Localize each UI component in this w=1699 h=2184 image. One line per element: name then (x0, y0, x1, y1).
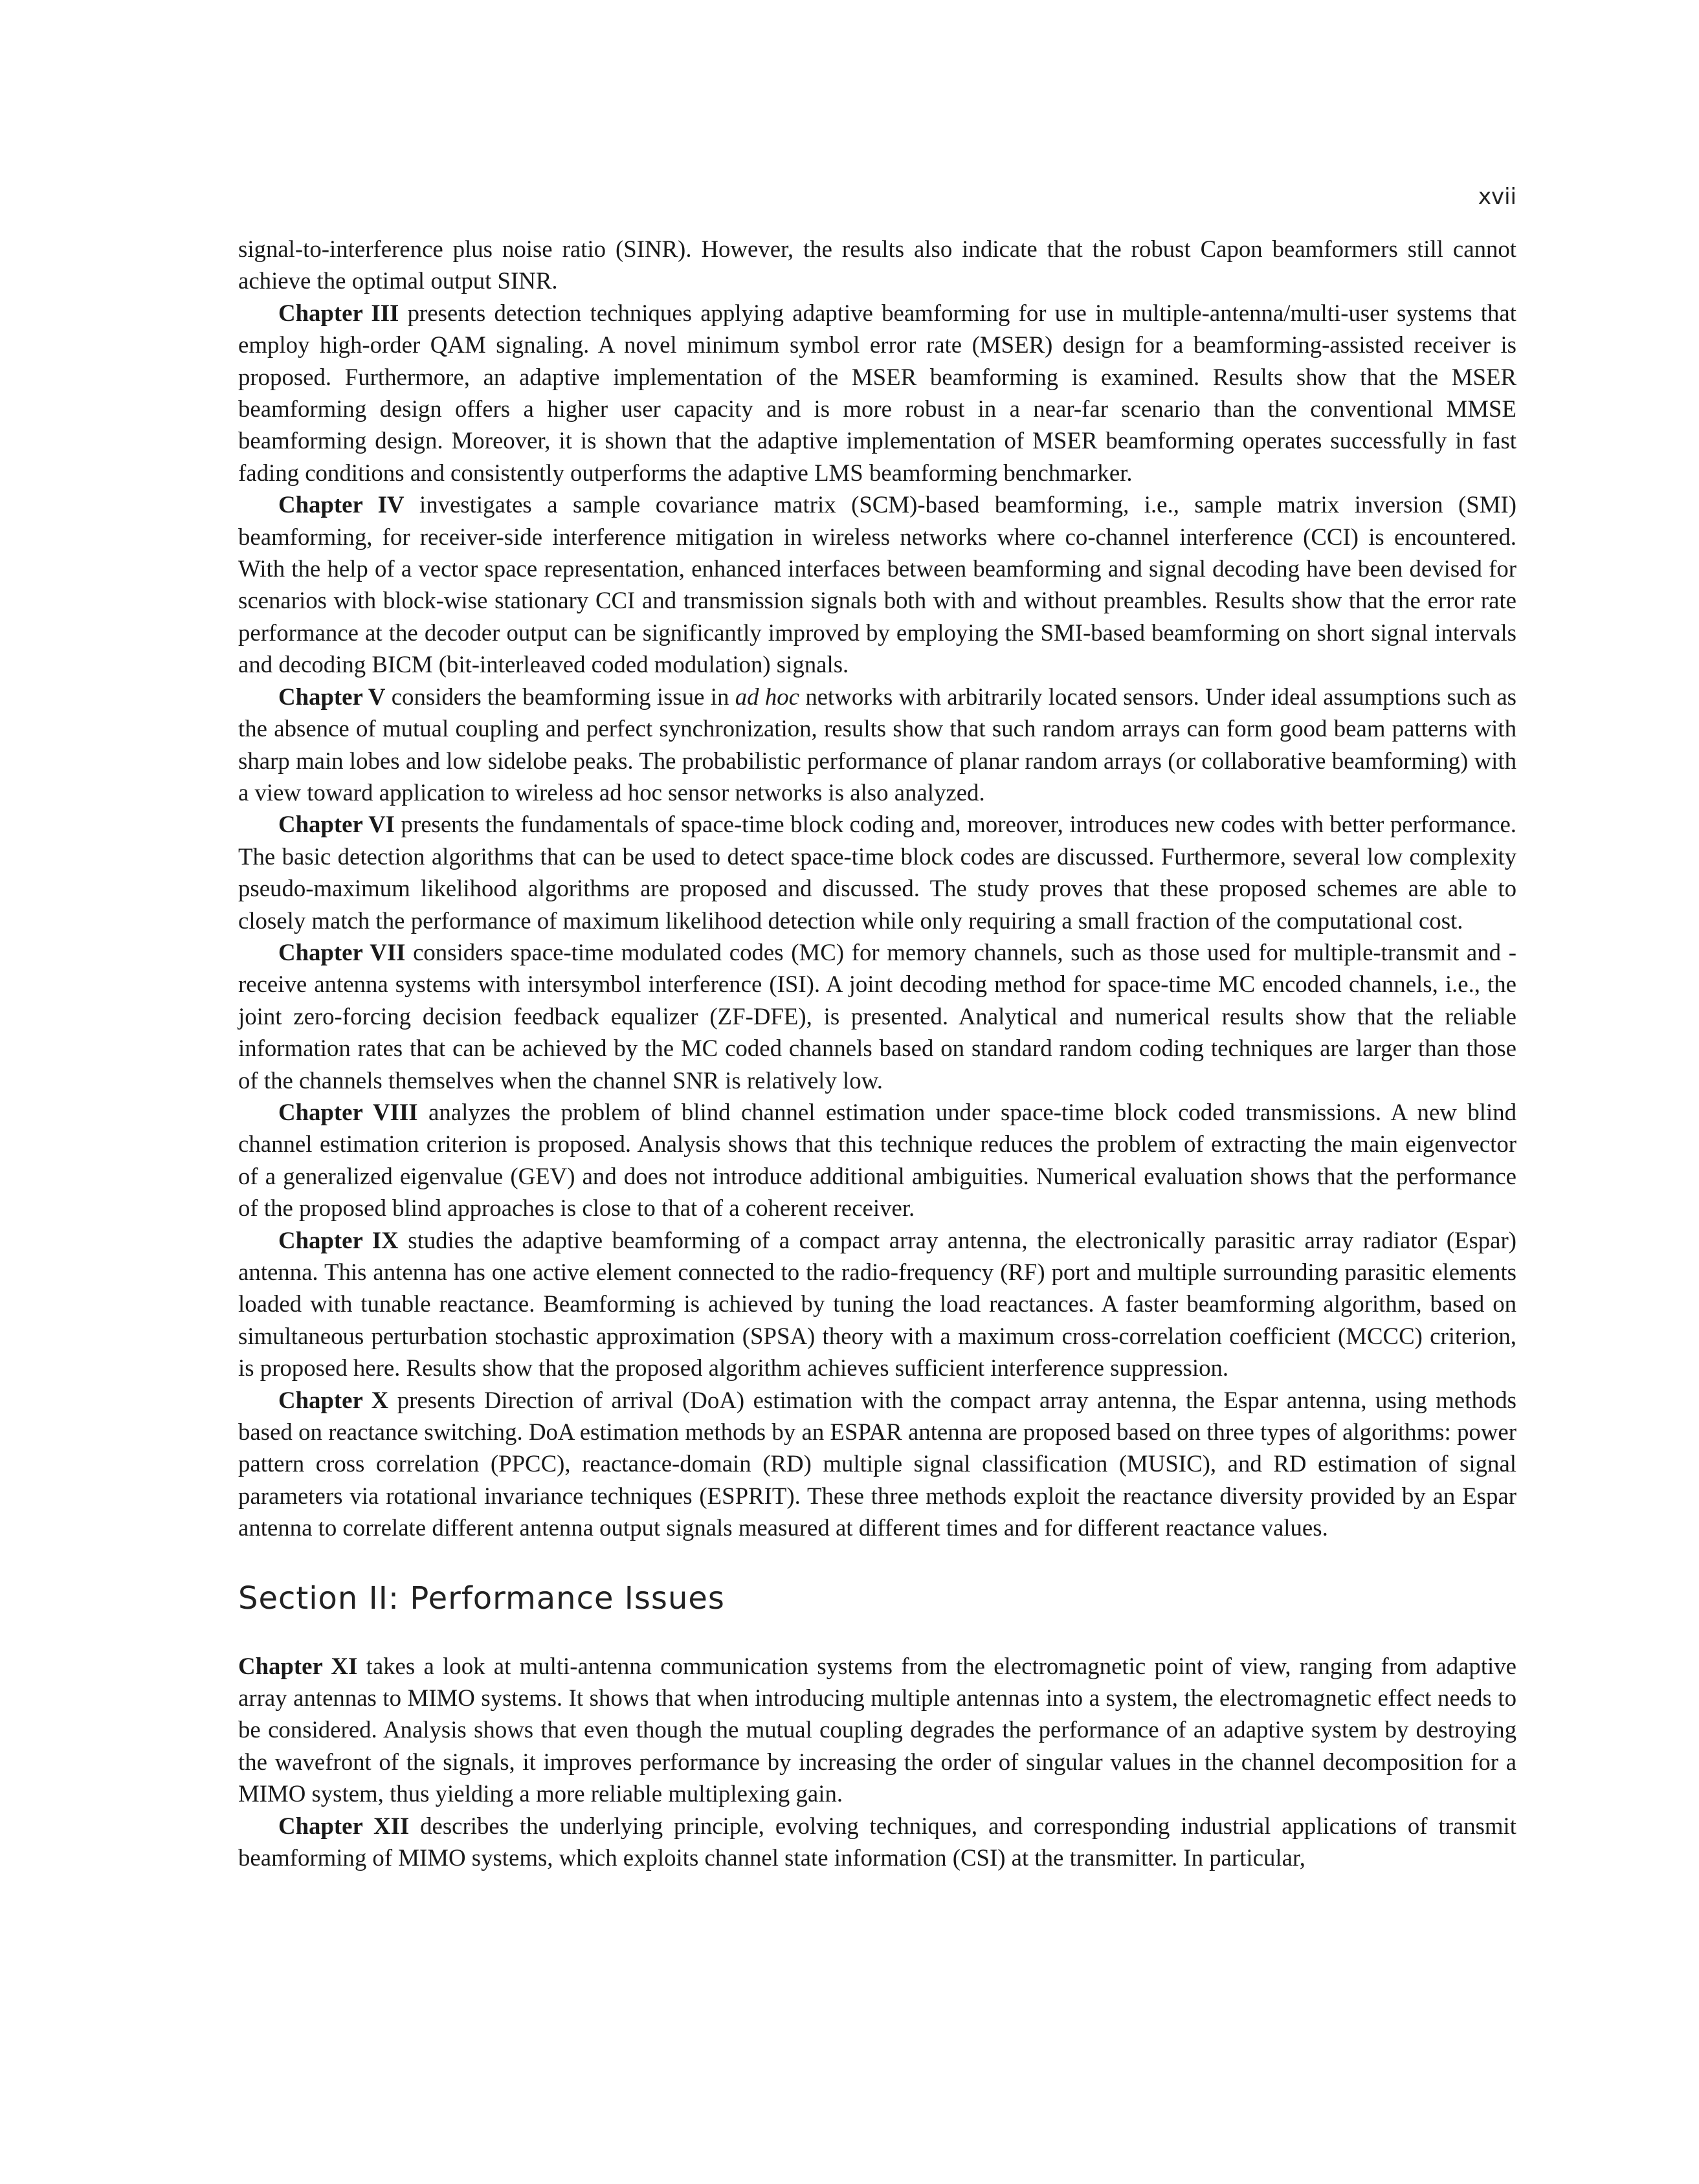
chapter-x-paragraph (238, 1384, 1516, 1544)
chapter-v-italic-term: ad hoc (735, 683, 799, 710)
section-heading: Section II: Performance Issues (238, 1580, 725, 1616)
intro-paragraph: signal-to-interference plus noise ratio (SINR). However, the results also indicate that the robust Capon beamformers still cannot achieve the optimal output SINR. (238, 236, 1516, 294)
chapter-ix-text: studies the adaptive beamforming of a compact array antenna, the electronically parasitic array radiator (Espar) antenna. This antenna has one active element connected to the radio-frequency (RF) port and multiple surrounding parasitic elements loaded with tunable reactance. Beamforming is achieved by tuning the load reactances. A faster beamforming algorithm, based on simultaneous perturbation stochastic approximation (SPSA) theory with a maximum cross-correlation coefficient (MCCC) criterion, is proposed here. Results show that the proposed algorithm achieves sufficient interference suppression. (238, 1226, 1517, 1382)
chapter-viii-lead: Chapter VIII (278, 1098, 418, 1125)
chapter-vi-text: presents the fundamentals of space-time block coding and, moreover, introduces new codes with better performance. The basic detection algorithms that can be used to detect space-time block codes are discussed. Furthermore, several low complexity pseudo-maximum likelihood algorithms are proposed and discussed. The study proves that these proposed schemes are able to closely match the performance of maximum likelihood detection while only requiring a small fraction of the computational cost. (238, 811, 1516, 934)
chapter-viii-text: analyzes the problem of blind channel estimation under space-time block coded transmissions. A new blind channel estimation criterion is proposed. Analysis shows that this technique reduces the problem of extracting the main eigenvector of a generalized eigenvalue (GEV) and does not introduce additional ambiguities. Numerical evaluation shows that the performance of the proposed blind approaches is close to that of a coherent receiver. (238, 1098, 1516, 1222)
page-number: xvii (1478, 184, 1516, 210)
chapter-x-text: presents Direction of arrival (DoA) estimation with the compact array antenna, the Espar antenna, using methods based on reactance switching. DoA estimation methods by an ESPAR antenna are proposed based on three types of algorithms: power pattern cross correlation (PPCC), reactance-domain (RD) multiple signal classification (MUSIC), and RD estimation of signal parameters via rotational invariance techniques (ESPRIT). These three methods exploit the reactance diversity provided by an Espar antenna to correlate different antenna output signals measured at different times and for different reactance values. (238, 1386, 1516, 1541)
chapter-iv-paragraph (238, 489, 1516, 680)
chapter-xi-text: takes a look at multi-antenna communication systems from the electromagnetic point of view, ranging from adaptive array antennas to MIMO systems. It shows that when introducing multiple antennas into a system, the electromagnetic effect needs to be considered. Analysis shows that even though the mutual coupling degrades the performance of an adaptive system by destroying the wavefront of the signals, it improves performance by increasing the order of singular values in the channel decomposition for a MIMO system, thus yielding a more reliable multiplexing gain. (238, 1652, 1516, 1807)
chapter-vi-paragraph (238, 808, 1516, 936)
chapter-iii-text: presents detection techniques applying adaptive beamforming for use in multiple-antenna/multi-user systems that employ high-order QAM signaling. A novel minimum symbol error rate (MSER) design for a beamforming-assisted receiver is proposed. Furthermore, an adaptive implementation of the MSER beamforming is examined. Results show that the MSER beamforming design offers a higher user capacity and is more robust in a near-far scenario than the conventional MMSE beamforming design. Moreover, it is shown that the adaptive implementation of MSER beamforming operates successfully in fast fading conditions and consistently outperforms the adaptive LMS beamforming benchmarker. (238, 299, 1516, 486)
chapter-viii-paragraph (238, 1096, 1516, 1224)
chapter-iv-text: investigates a sample covariance matrix (SCM)-based beamforming, i.e., sample matrix inversion (SMI) beamforming, for receiver-side interference mitigation in wireless networks where co-channel interference (CCI) is encountered. With the help of a vector space representation, enhanced interfaces between beamforming and signal decoding have been devised for scenarios with block-wise stationary CCI and transmission signals both with and without preambles. Results show that the error rate performance at the decoder output can be significantly improved by employing the SMI-based beamforming on short signal intervals and decoding BICM (bit-interleaved coded modulation) signals. (238, 491, 1516, 678)
chapter-vii-lead: Chapter VII (278, 938, 406, 965)
chapter-iii-paragraph (238, 297, 1516, 489)
chapter-x-lead: Chapter X (278, 1386, 389, 1413)
chapter-xii-text: describes the underlying principle, evolving techniques, and corresponding industrial applications of transmit beamforming of MIMO systems, which exploits channel state information (CSI) at the transmitter. In particular, (238, 1812, 1516, 1871)
page (238, 181, 1516, 1874)
chapter-iv-lead: Chapter IV (278, 491, 405, 518)
chapter-vi-lead: Chapter VI (278, 811, 395, 838)
chapter-v-paragraph (238, 681, 1516, 809)
chapter-v-lead: Chapter V (278, 683, 386, 710)
chapter-v-text-before: considers the beamforming issue in (385, 683, 735, 710)
chapter-xi-paragraph (238, 1650, 1516, 1810)
chapter-vii-paragraph (238, 936, 1516, 1096)
chapter-ix-lead: Chapter IX (278, 1226, 399, 1253)
chapter-v-text-after: networks with arbitrarily located sensors. Under ideal assumptions such as the absence of mutual coupling and perfect synchronization, results show that such random arrays can form good beam patterns with sharp main lobes and low sidelobe peaks. The probabilistic performance of planar random arrays (or collaborative beamforming) with a view toward application to wireless ad hoc sensor networks is also analyzed. (238, 683, 1516, 806)
chapter-xi-lead: Chapter XI (238, 1652, 358, 1679)
chapter-ix-paragraph (238, 1224, 1516, 1384)
chapter-iii-lead: Chapter III (278, 299, 399, 326)
chapter-xii-lead: Chapter XII (278, 1812, 410, 1839)
chapter-vii-text: considers space-time modulated codes (MC) for memory channels, such as those used for multiple-transmit and -receive antenna systems with intersymbol interference (ISI). A joint decoding method for space-time MC encoded channels, i.e., the joint zero-forcing decision feedback equalizer (ZF-DFE), is presented. Analytical and numerical results show that the reliable information rates that can be achieved by the MC coded channels based on standard random coding techniques are larger than those of the channels themselves when the channel SNR is relatively low. (238, 938, 1516, 1094)
chapter-xii-paragraph (238, 1810, 1516, 1874)
